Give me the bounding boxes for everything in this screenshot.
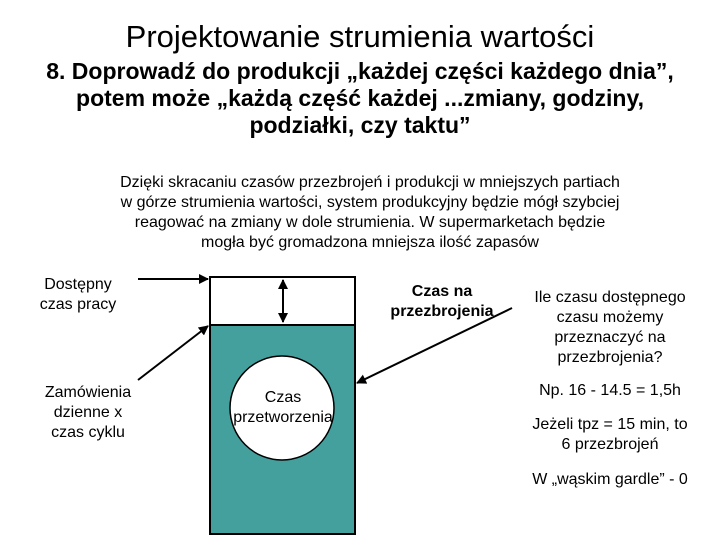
page-title: Projektowanie strumienia wartości [125, 19, 595, 54]
available-time-line-1: Dostępny [44, 276, 112, 293]
orders-line-3: czas cyklu [51, 424, 125, 441]
description-line-3: reagować na zmiany w dole strumienia. W supermarketach będzie [134, 214, 606, 231]
description-line-1: Dzięki skracaniu czasów przezbrojeń i produkcji w mniejszych partiach [120, 174, 620, 191]
changeover-time-label [378, 282, 506, 322]
processing-time-line-1: Czas [264, 389, 302, 406]
question-line-4: przezbrojenia? [557, 349, 663, 366]
orders-line-1: Zamówienia [44, 384, 132, 401]
question-line-3: przeznaczyć na [554, 329, 666, 346]
orders-line-2: dzienne x [53, 404, 123, 421]
orders-label [18, 383, 158, 443]
available-time-label [18, 275, 138, 315]
changeover-question [510, 288, 710, 368]
description-line-4: mogła być gromadzona mniejsza ilość zapasów [201, 234, 539, 251]
subtitle-line-1: 8. Doprowadź do produkcji „każdej części każdego dnia”, [46, 58, 674, 84]
subtitle-line-2: potem może „każdą część każdej ...zmiany, godziny, [76, 85, 644, 111]
changeover-time-line-1: Czas na [411, 283, 473, 300]
example-calculation: Np. 16 - 14.5 = 1,5h [539, 382, 681, 399]
tpz-changeovers [510, 415, 710, 455]
processing-time-label [228, 388, 338, 428]
subtitle-line-3: podziałki, czy taktu” [249, 112, 471, 138]
changeover-time-line-2: przezbrojenia [390, 303, 494, 320]
available-time-line-2: czas pracy [39, 296, 117, 313]
description-line-2: w górze strumienia wartości, system produkcyjny będzie mógł szybciej [120, 194, 620, 211]
processing-time-line-2: przetworzenia [233, 409, 333, 426]
question-line-1: Ile czasu dostępnego [534, 289, 686, 306]
tpz-line-1: Jeżeli tpz = 15 min, to [532, 416, 688, 433]
orders-arrow [138, 326, 208, 380]
tpz-line-2: 6 przezbrojeń [561, 436, 659, 453]
question-line-2: czasu możemy [556, 309, 664, 326]
bottleneck-note: W „wąskim gardle” - 0 [532, 471, 688, 488]
